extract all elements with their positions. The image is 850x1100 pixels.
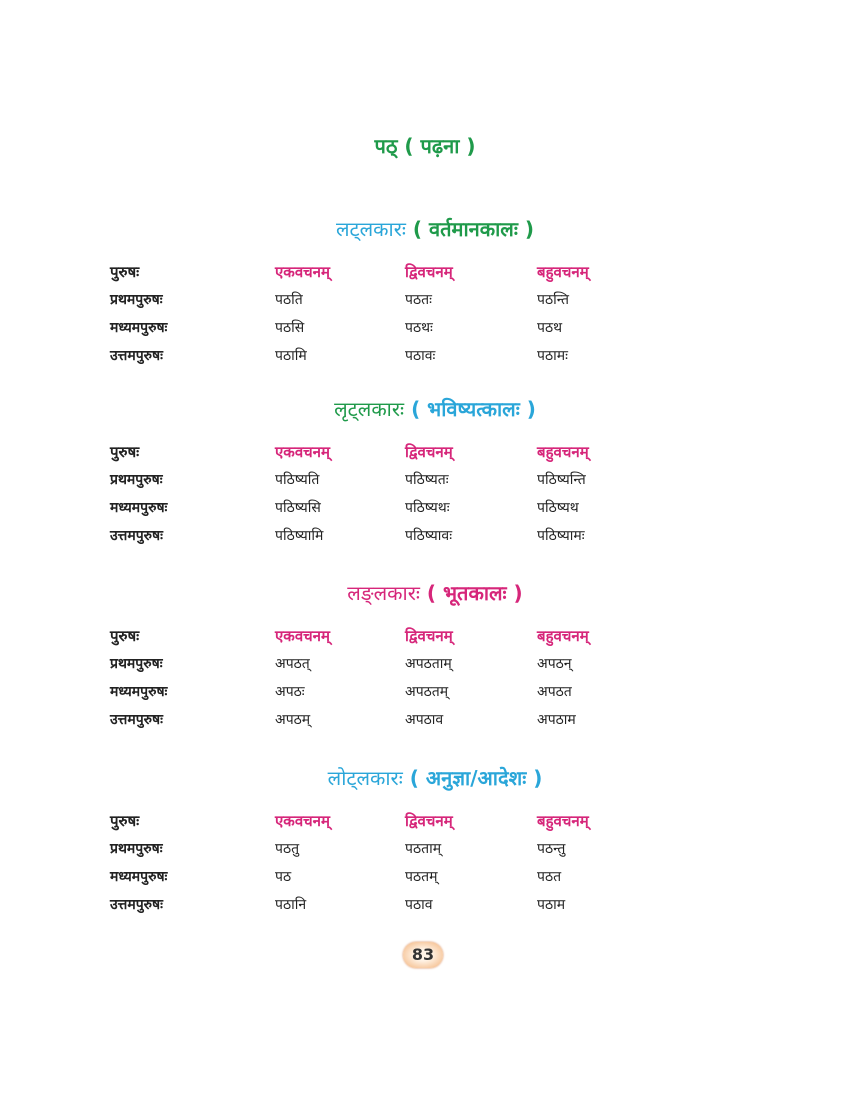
table-row [0,654,850,682]
lakara-name: लोट्लकारः [327,766,403,790]
table-row [0,498,850,526]
section-title [20,763,850,793]
header-bahuvachana: बहुवचनम् [537,263,589,281]
form-singular: पठिष्यामि [275,528,324,544]
conjugation-table [0,626,850,738]
header-purusha: पुरुषः [110,627,140,645]
form-plural: पठिष्यन्ति [537,472,586,488]
section-title [20,214,850,244]
form-plural: पठाम [537,897,566,913]
form-dual: पठावः [405,348,436,364]
form-dual: पठाव [405,897,433,913]
person-label: मध्यमपुरुषः [110,684,168,700]
header-bahuvachana: बहुवचनम् [537,627,589,645]
header-purusha: पुरुषः [110,812,140,830]
header-bahuvachana: बहुवचनम् [537,812,589,830]
person-label: उत्तमपुरुषः [110,712,163,728]
form-plural: अपठत [537,684,572,700]
kala-name: ( भूतकालः ) [426,581,523,605]
form-plural: पठन्तु [537,841,566,857]
lakara-name: लृट्लकारः [334,397,405,421]
table-row [0,470,850,498]
header-row [0,442,850,470]
conjugation-table [0,262,850,374]
table-row [0,318,850,346]
form-dual: पठतः [405,292,432,308]
lakara-name: लङ्लकारः [347,581,420,605]
section-title [20,578,850,608]
section-lan [0,578,850,738]
form-dual: अपठाव [405,712,444,728]
person-label: प्रथमपुरुषः [110,656,163,672]
lakara-name: लट्लकारः [335,217,406,241]
form-dual: पठताम् [405,841,442,857]
conjugation-table [0,442,850,554]
person-label: उत्तमपुरुषः [110,528,163,544]
page-title: पठ् ( पढ़ना ) [374,134,476,158]
form-dual: अपठतम् [405,684,449,700]
form-dual: पठथः [405,320,433,336]
form-plural: अपठाम [537,712,576,728]
table-row [0,682,850,710]
form-singular: अपठत् [275,656,310,672]
header-row [0,626,850,654]
header-row [0,811,850,839]
table-row [0,839,850,867]
form-singular: अपठम् [275,712,311,728]
form-dual: पठिष्यथः [405,500,450,516]
form-singular: पठामि [275,348,307,364]
kala-name: ( भविष्यत्कालः ) [411,397,536,421]
person-label: प्रथमपुरुषः [110,292,163,308]
table-row [0,346,850,374]
header-row [0,262,850,290]
header-dvivachana: द्विवचनम् [405,812,453,830]
form-singular: पठ [275,869,292,885]
header-ekavachana: एकवचनम् [275,263,330,281]
kala-name: ( अनुज्ञा/आदेशः ) [409,766,543,790]
person-label: प्रथमपुरुषः [110,841,163,857]
form-singular: पठिष्यसि [275,500,321,516]
form-singular: अपठः [275,684,305,700]
kala-name: ( वर्तमानकालः ) [412,217,535,241]
person-label: मध्यमपुरुषः [110,500,168,516]
form-singular: पठानि [275,897,307,913]
conjugation-table [0,811,850,923]
section-lot [0,763,850,923]
person-label: उत्तमपुरुषः [110,348,163,364]
header-ekavachana: एकवचनम् [275,812,330,830]
form-singular: पठिष्यति [275,472,320,488]
form-dual: अपठताम् [405,656,452,672]
header-dvivachana: द्विवचनम् [405,627,453,645]
form-singular: पठति [275,292,303,308]
section-title [20,394,850,424]
form-singular: पठसि [275,320,305,336]
table-row [0,526,850,554]
form-dual: पठतम् [405,869,438,885]
form-plural: पठन्ति [537,292,570,308]
header-ekavachana: एकवचनम् [275,627,330,645]
form-plural: अपठन् [537,656,572,672]
person-label: प्रथमपुरुषः [110,472,163,488]
person-label: मध्यमपुरुषः [110,320,168,336]
table-row [0,710,850,738]
section-lat [0,214,850,374]
form-dual: पठिष्यावः [405,528,453,544]
header-dvivachana: द्विवचनम् [405,443,453,461]
person-label: मध्यमपुरुषः [110,869,168,885]
form-plural: पठथ [537,320,563,336]
table-row [0,895,850,923]
form-plural: पठामः [537,348,568,364]
table-row [0,867,850,895]
header-dvivachana: द्विवचनम् [405,263,453,281]
form-plural: पठत [537,869,562,885]
form-singular: पठतु [275,841,300,857]
person-label: उत्तमपुरुषः [110,897,163,913]
header-bahuvachana: बहुवचनम् [537,443,589,461]
section-lrit [0,394,850,554]
form-plural: पठिष्यथ [537,500,579,516]
header-purusha: पुरुषः [110,443,140,461]
header-purusha: पुरुषः [110,263,140,281]
form-dual: पठिष्यतः [405,472,449,488]
header-ekavachana: एकवचनम् [275,443,330,461]
page-number: 83 [403,942,443,968]
form-plural: पठिष्यामः [537,528,585,544]
table-row [0,290,850,318]
